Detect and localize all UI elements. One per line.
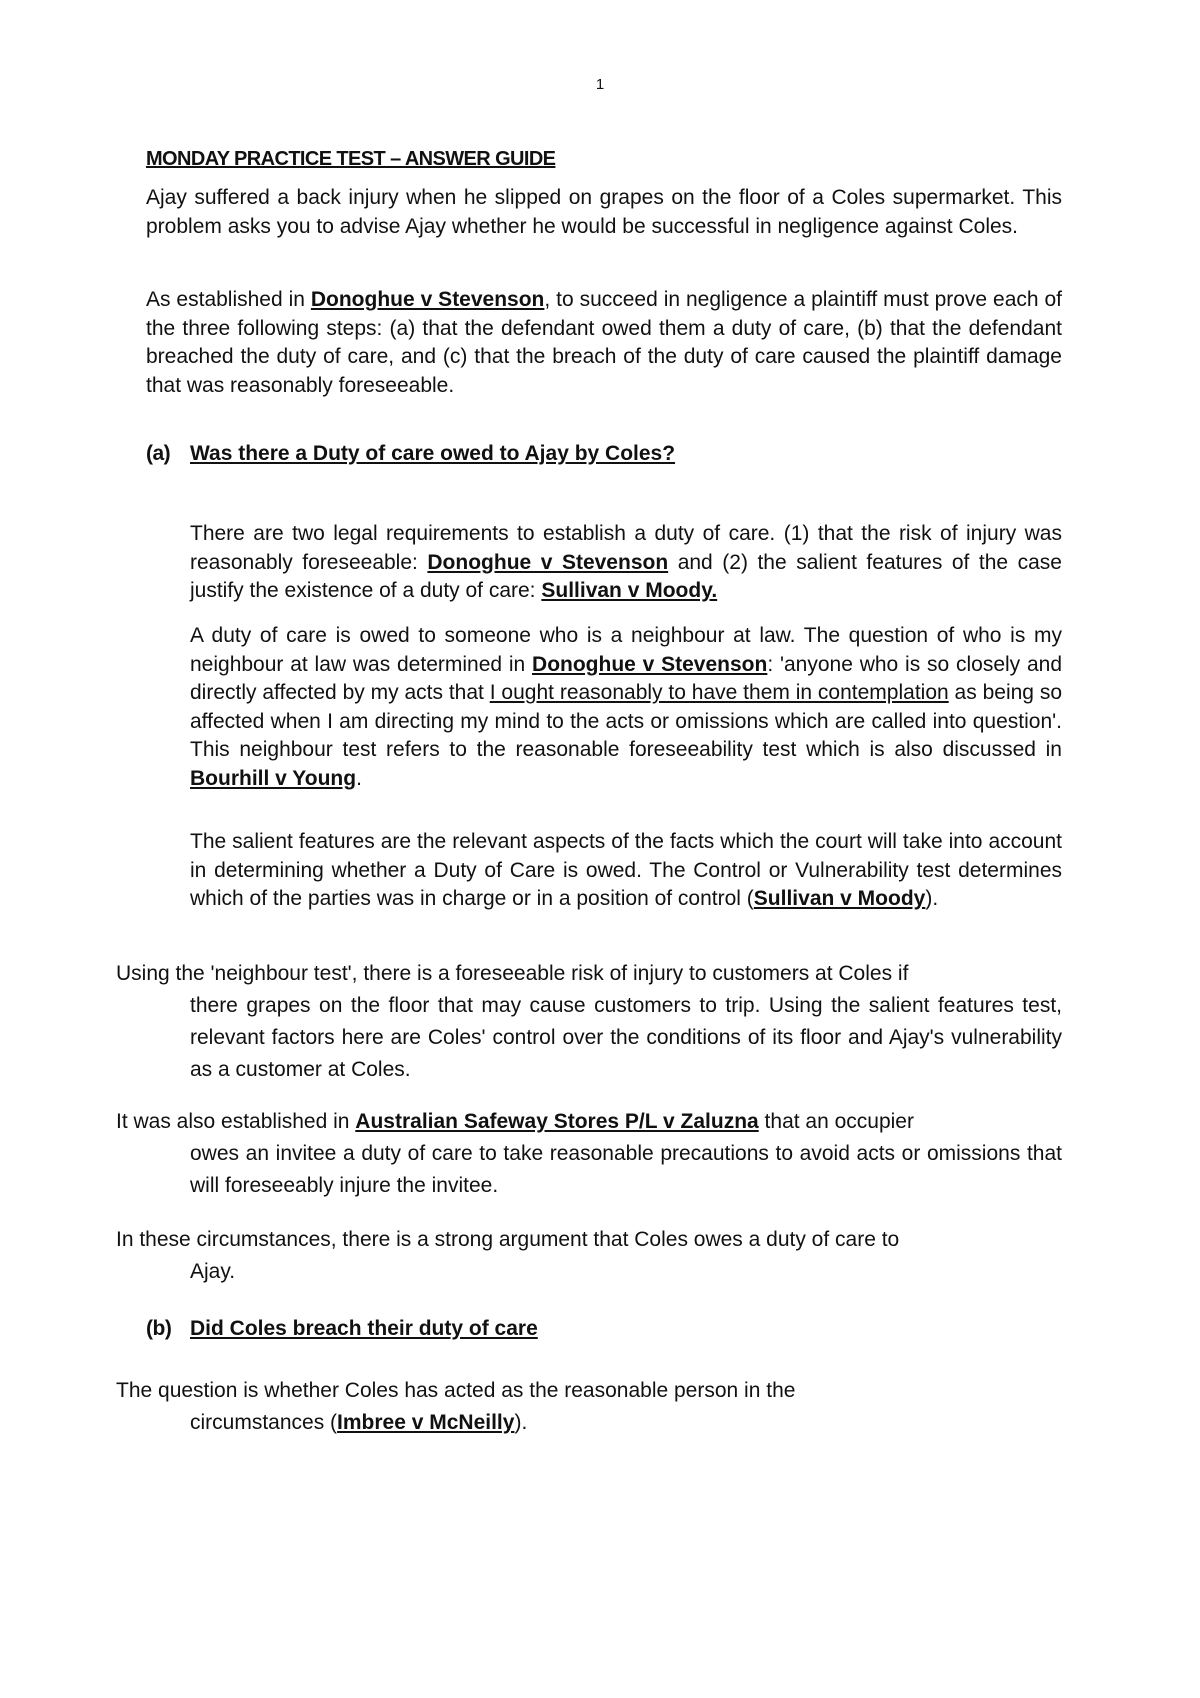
text-line: The question is whether Coles has acted as the reasonable person in the (116, 1379, 796, 1402)
section-a-heading (146, 442, 675, 466)
text-run: owes an invitee a duty of care to take reasonable precautions to avoid acts or omissions that will foreseeably injure the invitee. (190, 1142, 1062, 1197)
text-line (116, 1106, 1062, 1138)
case-citation: Donoghue v Stevenson (310, 288, 545, 311)
text-run: There are two legal requirements to establish a duty of care. (1) that the risk of injury was reasonably foreseeable: (190, 522, 1062, 574)
text-run: It was also established in (116, 1110, 356, 1133)
section-b-heading (146, 1317, 538, 1341)
case-citation: Imbree v McNeilly (337, 1411, 515, 1434)
page-number: 1 (595, 76, 605, 93)
text-run: circumstances ( (190, 1411, 338, 1434)
underlined-quote: I ought reasonably to have them in contemplation (489, 681, 949, 704)
text-line: In these circumstances, there is a strong argument that Coles owes a duty of care to (116, 1228, 900, 1251)
salient-features-paragraph (190, 828, 1062, 914)
case-citation: Bourhill v Young (190, 766, 357, 790)
text-line (116, 1407, 1062, 1439)
text-run: ). (514, 1411, 528, 1434)
case-citation: Sullivan v Moody (753, 887, 926, 910)
conclusion-paragraph (116, 1224, 1062, 1288)
case-citation: Donoghue v Stevenson (532, 652, 768, 676)
case-citation: Sullivan v Moody. (541, 579, 718, 602)
overview-paragraph (146, 286, 1062, 400)
section-marker: (a) (146, 442, 171, 465)
duty-requirements-paragraph (190, 520, 1062, 606)
intro-paragraph: Ajay suffered a back injury when he slipped on grapes on the floor of a Coles supermarket. This problem asks you to advise Ajay whether he would be successful in negligence against Coles. (146, 186, 1062, 238)
text-run: : 'anyone who is so closely and directly affected by my acts that (190, 652, 1063, 704)
text-run: that an occupier (758, 1110, 914, 1133)
case-citation: Australian Safeway Stores P/L v Zaluzna (355, 1110, 759, 1133)
case-citation: Donoghue v Stevenson (427, 550, 669, 574)
text-run: As established in (146, 288, 311, 311)
document-title: MONDAY PRACTICE TEST – ANSWER GUIDE (146, 148, 556, 170)
text-run: and (2) the salient features of the case justify the existence of a duty of care: (190, 550, 1062, 602)
text-run: , to succeed in negligence a plaintiff must prove each of the three following steps: (a) that the defendant owed them a duty of care, (b) that the defendant breached the duty of care, and (c) that the breach of the duty of care caused the plaintiff damage that was reasonably foreseeable. (146, 288, 1062, 397)
neighbour-test-application-paragraph (116, 958, 1062, 1086)
breach-paragraph (116, 1375, 1062, 1439)
text-run: as being so affected when I am directing my mind to the acts or omissions which are called into question'. This neighbour test refers to the reasonable foreseeability test which is also discussed in (190, 681, 1063, 761)
text-run: Ajay. (190, 1260, 236, 1283)
section-marker: (b) (146, 1317, 172, 1340)
neighbour-paragraph (190, 622, 1062, 793)
occupier-paragraph (116, 1106, 1062, 1202)
section-title: Was there a Duty of care owed to Ajay by Coles? (190, 442, 676, 465)
text-run: there grapes on the floor that may cause customers to trip. Using the salient features test, relevant factors here are Coles' control over the conditions of its floor and Ajay's vulnerability as a customer at Coles. (190, 994, 1062, 1081)
text-run: ). (925, 887, 939, 910)
text-run: A duty of care is owed to someone who is a neighbour at law. The question of who is my neighbour at law was determined in (190, 624, 1062, 676)
text-line: Using the 'neighbour test', there is a foreseeable risk of injury to customers at Coles if (116, 962, 909, 985)
text-run: . (356, 766, 362, 790)
section-title: Did Coles breach their duty of care (190, 1317, 538, 1340)
text-run: The salient features are the relevant aspects of the facts which the court will take into account in determining whether a Duty of Care is owed. The Control or Vulnerability test determines which of the parties was in charge or in a position of control ( (190, 830, 1062, 910)
